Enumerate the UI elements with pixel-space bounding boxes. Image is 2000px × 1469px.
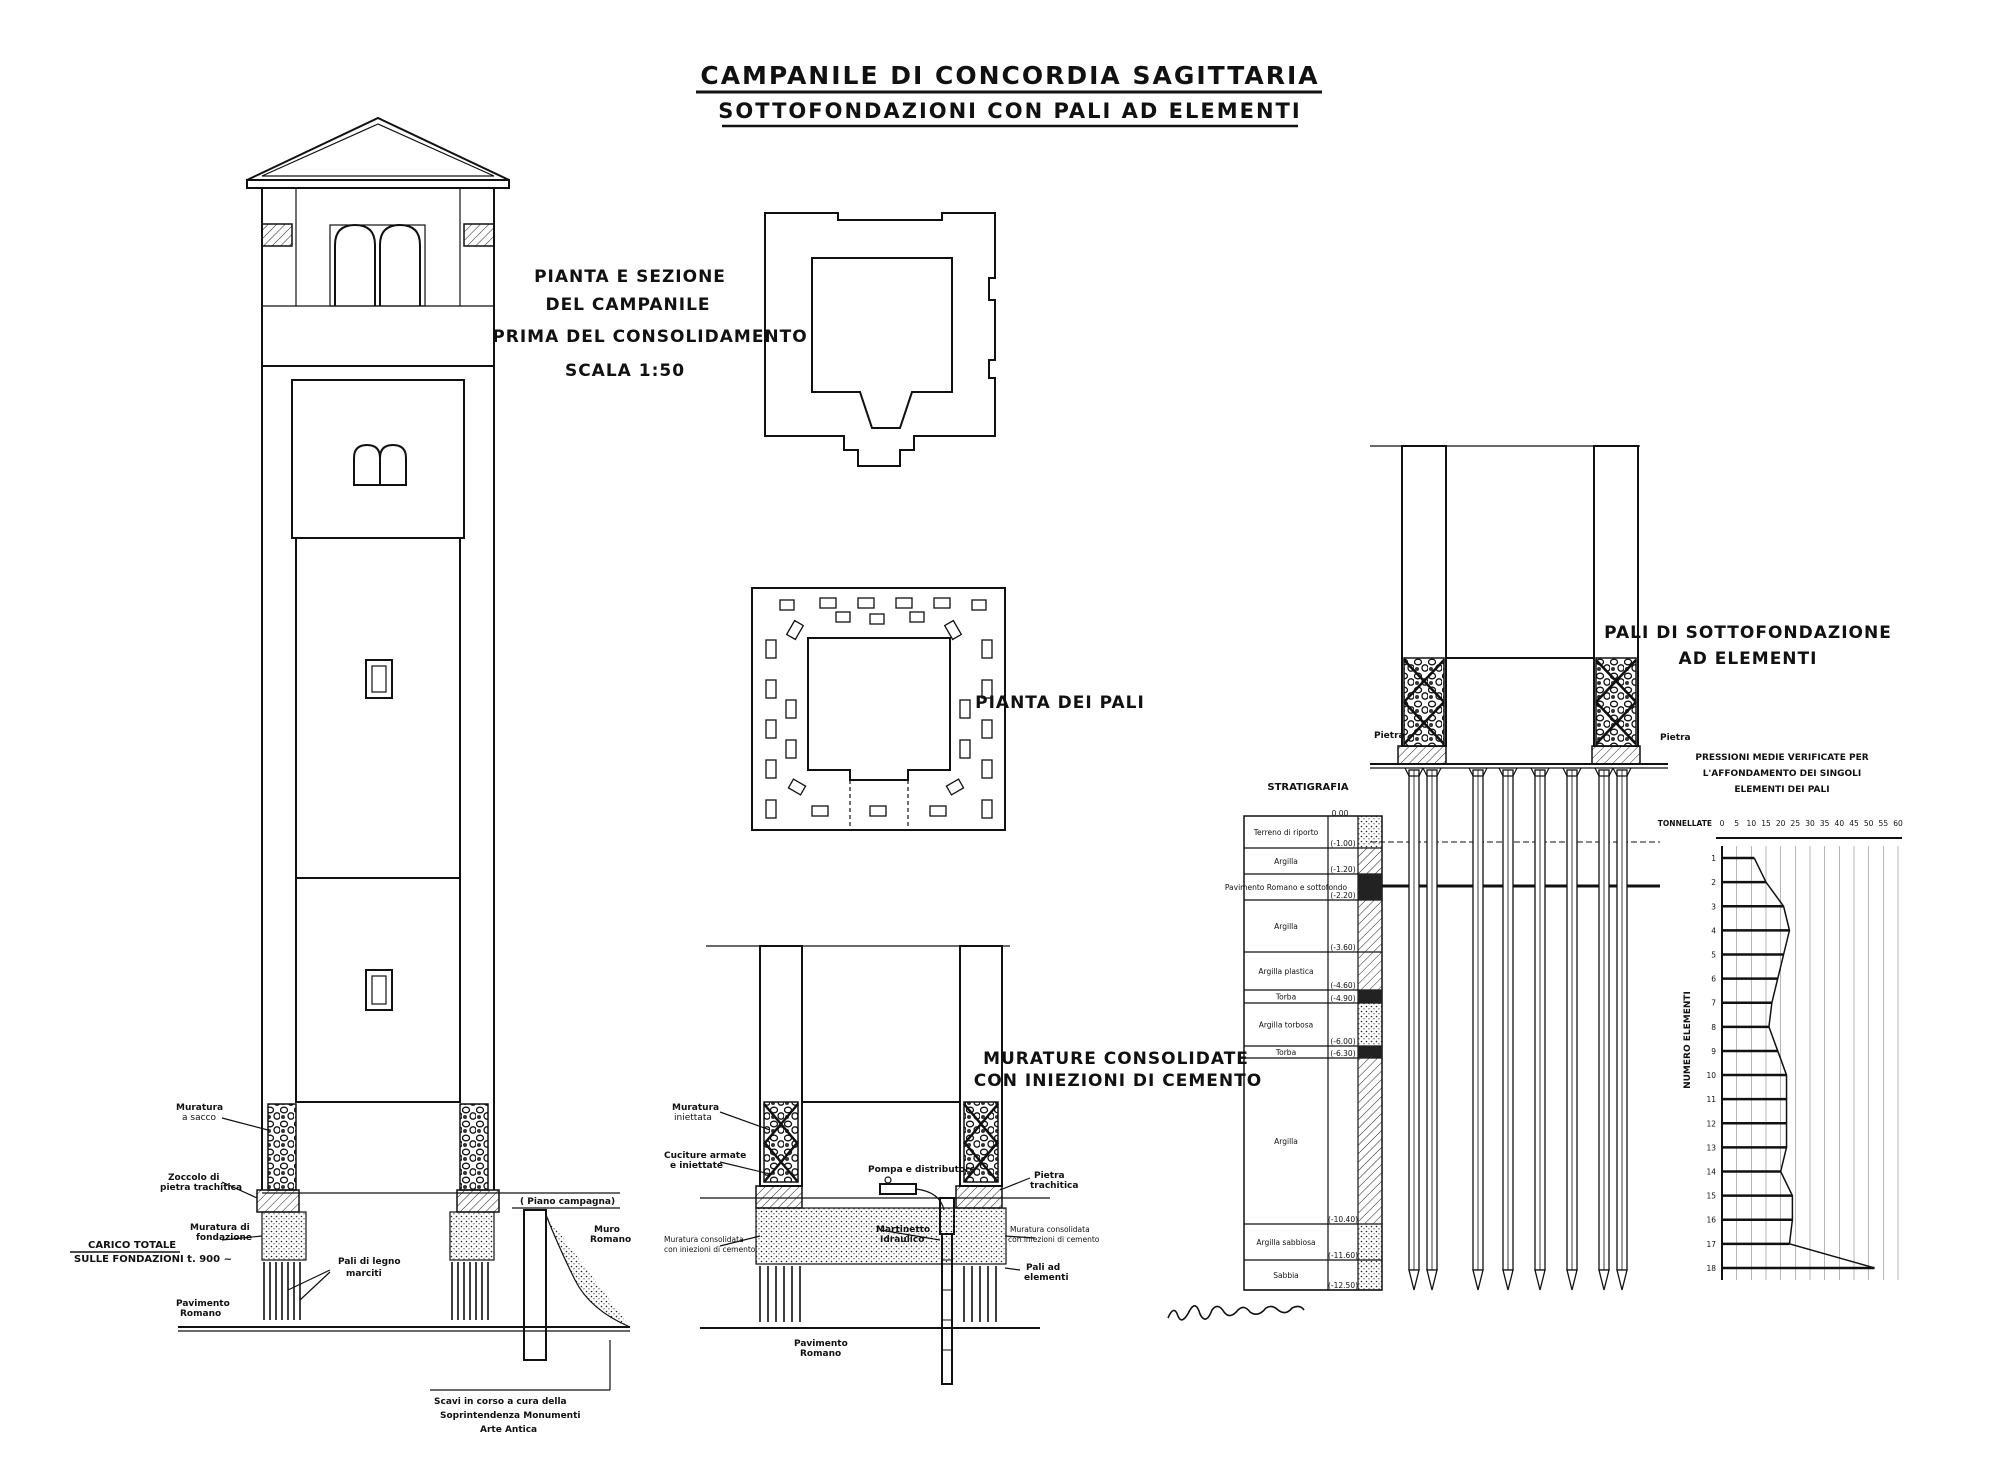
tower-elevation	[70, 118, 631, 1435]
note-martinetto-1: Martinetto	[876, 1225, 931, 1235]
strat-layer-name: Argilla sabbiosa	[1256, 1238, 1316, 1247]
pile-plan-rect	[960, 740, 970, 758]
note-pietra-trachitica-1: Pietra	[1034, 1171, 1065, 1181]
chart-xtick-label: 15	[1761, 819, 1771, 828]
note-pietra-left: Pietra	[1374, 731, 1405, 741]
chart-xtick-label: 30	[1805, 819, 1815, 828]
strat-layer-depth: (-4.90)	[1330, 994, 1356, 1003]
strat-fill	[1358, 900, 1382, 952]
note-pietra-trachitica-2: trachitica	[1030, 1181, 1079, 1191]
chart-xtick-label: 20	[1775, 819, 1786, 828]
chart-xtick-label: 35	[1819, 819, 1830, 828]
note-section-pavimento-2: Romano	[800, 1349, 842, 1359]
strat-fill	[1358, 990, 1382, 1003]
note-pali-elementi-2: elementi	[1024, 1273, 1069, 1283]
consolidated-label-2: CON INIEZIONI DI CEMENTO	[973, 1071, 1263, 1091]
pile-plan-rect	[786, 740, 796, 758]
note-muratura-fondazione-1: Muratura di	[190, 1223, 250, 1233]
chart-category-label: 14	[1706, 1167, 1716, 1177]
note-martinetto-2: Idraulico	[880, 1235, 925, 1245]
strat-layer-name: Argilla plastica	[1258, 967, 1314, 976]
pile-plan-label: PIANTA DEI PALI	[975, 693, 1145, 713]
chart-category-label: 5	[1711, 950, 1716, 960]
underpinning-pile	[1613, 768, 1631, 1290]
plan-label-2: DEL CAMPANILE	[545, 295, 711, 315]
chart-xtick-label: 25	[1790, 819, 1801, 828]
underpinning-pile	[1499, 768, 1517, 1290]
note-consolidata-right-2: con iniezioni di cemento	[1008, 1235, 1100, 1244]
pile-plan-rect	[982, 800, 992, 818]
signature	[1168, 1298, 1304, 1320]
plan-label-3: PRIMA DEL CONSOLIDAMENTO	[492, 327, 808, 347]
chart-xtick-label: 45	[1849, 819, 1859, 828]
underpinning-pile	[1563, 768, 1581, 1290]
chart-category-label: 17	[1706, 1239, 1716, 1249]
strat-fill	[1358, 848, 1382, 874]
chart-category-label: 10	[1706, 1071, 1716, 1081]
note-scavi-2: Soprintendenza Monumenti	[440, 1411, 581, 1421]
pile-plan-rect	[836, 612, 850, 622]
note-consolidata-left-1: Muratura consolidata	[664, 1235, 744, 1244]
note-muratura-sacco-1: Muratura	[176, 1103, 224, 1113]
pile-plan	[752, 588, 1005, 830]
chart-category-label: 2	[1711, 878, 1716, 888]
chart-category-label: 6	[1711, 974, 1716, 984]
note-muratura-sacco-2: a sacco	[182, 1113, 216, 1123]
note-scavi-3: Arte Antica	[480, 1425, 538, 1435]
pile-plan-rect	[946, 779, 963, 795]
chart-title-1: PRESSIONI MEDIE VERIFICATE PER	[1695, 753, 1869, 763]
chart-category-label: 9	[1711, 1046, 1716, 1056]
consolidated-label-1: MURATURE CONSOLIDATE	[983, 1049, 1249, 1069]
strat-layer-depth: (-1.20)	[1330, 865, 1356, 874]
note-carico-1: CARICO TOTALE	[88, 1240, 177, 1251]
pile-plan-rect	[858, 598, 874, 608]
strat-layer-name: Argilla	[1274, 857, 1298, 866]
pile-plan-rect	[766, 640, 776, 658]
strat-fill	[1358, 1058, 1382, 1224]
note-pavimento-romano-2: Romano	[180, 1309, 222, 1319]
chart-category-label: 1	[1711, 854, 1716, 864]
strat-layer-depth: (-3.60)	[1330, 943, 1356, 952]
underpinning-pile	[1595, 768, 1613, 1290]
chart-ylabel: NUMERO ELEMENTI	[1683, 991, 1693, 1089]
chart-category-label: 16	[1706, 1215, 1716, 1225]
note-muratura-iniettata-2: iniettata	[674, 1113, 712, 1123]
strat-layer-name: Torba	[1275, 1048, 1297, 1057]
stratigraphy	[1225, 782, 1382, 1290]
strat-title: STRATIGRAFIA	[1267, 782, 1349, 793]
chart-title-2: L'AFFONDAMENTO DEI SINGOLI	[1702, 769, 1862, 779]
pile-plan-rect	[786, 700, 796, 718]
strat-fill	[1358, 1003, 1382, 1046]
underpinning-pile	[1469, 768, 1487, 1290]
strat-layer-name: Torba	[1275, 992, 1297, 1002]
pile-plan-rect	[788, 779, 805, 795]
strat-layer-depth: (-11.60)	[1327, 1251, 1359, 1260]
title-line-1: CAMPANILE DI CONCORDIA SAGITTARIA	[700, 61, 1320, 90]
pile-plan-rect	[780, 600, 794, 610]
strat-layer-name: Argilla	[1274, 922, 1298, 931]
title-line-2: SOTTOFONDAZIONI CON PALI AD ELEMENTI	[718, 99, 1302, 123]
note-zoccolo-1: Zoccolo di	[168, 1173, 220, 1183]
pile-plan-rect	[896, 598, 912, 608]
note-zoccolo-2: pietra trachitica	[160, 1183, 243, 1193]
pile-plan-rect	[766, 800, 776, 818]
underpinning-pile	[1423, 768, 1441, 1290]
strat-fill	[1358, 874, 1382, 900]
chart-xtick-label: 40	[1834, 819, 1845, 828]
chart-category-label: 13	[1706, 1143, 1716, 1153]
pile-plan-rect	[766, 720, 776, 738]
underpinning-pile	[1405, 768, 1423, 1290]
pile-plan-rect	[930, 806, 946, 816]
strat-layer-depth: (-1.00)	[1330, 839, 1356, 848]
pile-plan-rect	[960, 700, 970, 718]
note-cuciture-1: Cuciture armate	[664, 1151, 747, 1161]
pile-plan-rect	[870, 806, 886, 816]
underpinning-section	[1370, 446, 1691, 1290]
plan-label-scale: SCALA 1:50	[564, 361, 686, 381]
chart-category-label: 18	[1706, 1263, 1716, 1273]
note-pietra-right: Pietra	[1660, 733, 1691, 743]
pile-plan-rect	[870, 614, 884, 624]
note-carico-2: SULLE FONDAZIONI t. 900 ~	[74, 1254, 232, 1265]
note-pali-legno-2: marciti	[346, 1269, 382, 1279]
consolidated-section	[664, 946, 1100, 1384]
note-muro-romano-1: Muro	[594, 1225, 620, 1235]
pile-plan-rect	[766, 680, 776, 698]
chart-xtick-label: 50	[1863, 819, 1874, 828]
chart-xtick-label: 10	[1746, 819, 1757, 828]
note-pali-legno-1: Pali di legno	[338, 1257, 401, 1267]
note-muro-romano-2: Romano	[590, 1235, 632, 1245]
note-consolidata-left-2: con iniezioni di cemento	[664, 1245, 756, 1254]
chart-xtick-label: 60	[1893, 819, 1903, 828]
pile-plan-rect	[910, 612, 924, 622]
strat-layer-depth: (-4.60)	[1330, 981, 1356, 990]
strat-layer-name: Argilla	[1274, 1137, 1298, 1146]
chart-xtick-label: 55	[1878, 819, 1889, 828]
strat-fill	[1358, 1260, 1382, 1290]
strat-layer-depth: (-10.40)	[1327, 1215, 1359, 1224]
chart-category-label: 3	[1711, 902, 1716, 912]
strat-layer-depth: (-6.00)	[1330, 1037, 1356, 1046]
chart-category-label: 4	[1711, 926, 1716, 936]
note-muratura-fondazione-2: fondazione	[196, 1233, 253, 1243]
chart-category-label: 11	[1706, 1095, 1716, 1105]
underpinning-label-2: AD ELEMENTI	[1678, 649, 1818, 669]
strat-layer-depth: (-12.50)	[1327, 1281, 1359, 1290]
note-pali-elementi-1: Pali ad	[1026, 1263, 1061, 1273]
note-cuciture-2: e iniettate	[670, 1161, 724, 1171]
pile-rects	[766, 598, 992, 818]
plan-label-1: PIANTA E SEZIONE	[534, 267, 726, 287]
chart-xlabel: TONNELLATE	[1657, 819, 1712, 828]
chart-body	[1706, 819, 1903, 1280]
note-piano-campagna: ( Piano campagna)	[520, 1197, 616, 1207]
note-muratura-iniettata-1: Muratura	[672, 1103, 720, 1113]
underpinning-pile	[1531, 768, 1549, 1290]
strat-layer-name: Sabbia	[1273, 1271, 1299, 1280]
pile-plan-rect	[982, 640, 992, 658]
strat-top-depth: 0.00	[1331, 809, 1349, 818]
pressure-chart	[1658, 753, 1903, 1280]
note-scavi-1: Scavi in corso a cura della	[434, 1397, 567, 1407]
strat-fill	[1358, 816, 1382, 848]
note-pavimento-romano-1: Pavimento	[176, 1299, 230, 1309]
strat-fill	[1358, 952, 1382, 990]
pile-plan-rect	[982, 760, 992, 778]
note-pompa: Pompa e distributore	[868, 1165, 976, 1175]
note-section-pavimento-1: Pavimento	[794, 1339, 848, 1349]
strat-fill	[1358, 1046, 1382, 1058]
strat-layer-depth: (-2.20)	[1330, 891, 1356, 900]
chart-envelope-line	[1754, 858, 1874, 1268]
underpinning-piles	[1405, 768, 1631, 1290]
strat-fill	[1358, 1224, 1382, 1260]
pile-plan-rect	[945, 621, 962, 640]
chart-category-label: 8	[1711, 1022, 1716, 1032]
strat-layer-name: Pavimento Romano e sottofondo	[1224, 883, 1348, 892]
strat-layer-depth: (-6.30)	[1330, 1049, 1356, 1058]
strat-layer-name: Argilla torbosa	[1258, 1020, 1314, 1030]
strat-layer-name: Terreno di riporto	[1253, 828, 1319, 837]
chart-category-label: 12	[1706, 1119, 1716, 1129]
chart-xtick-label: 0	[1719, 819, 1725, 828]
signature-text: ing. Francesconi	[1220, 1300, 1227, 1301]
chart-title-3: ELEMENTI DEI PALI	[1734, 785, 1830, 795]
chart-category-label: 15	[1706, 1191, 1716, 1201]
chart-category-label: 7	[1711, 998, 1716, 1008]
note-consolidata-right-1: Muratura consolidata	[1010, 1225, 1090, 1234]
underpinning-label-1: PALI DI SOTTOFONDAZIONE	[1604, 623, 1892, 643]
pile-plan-rect	[766, 760, 776, 778]
pile-plan-rect	[934, 598, 950, 608]
pile-plan-rect	[972, 600, 986, 610]
pile-plan-rect	[787, 621, 804, 640]
pile-plan-rect	[982, 720, 992, 738]
pile-plan-rect	[820, 598, 836, 608]
pile-plan-rect	[812, 806, 828, 816]
chart-xtick-label: 5	[1734, 819, 1740, 828]
